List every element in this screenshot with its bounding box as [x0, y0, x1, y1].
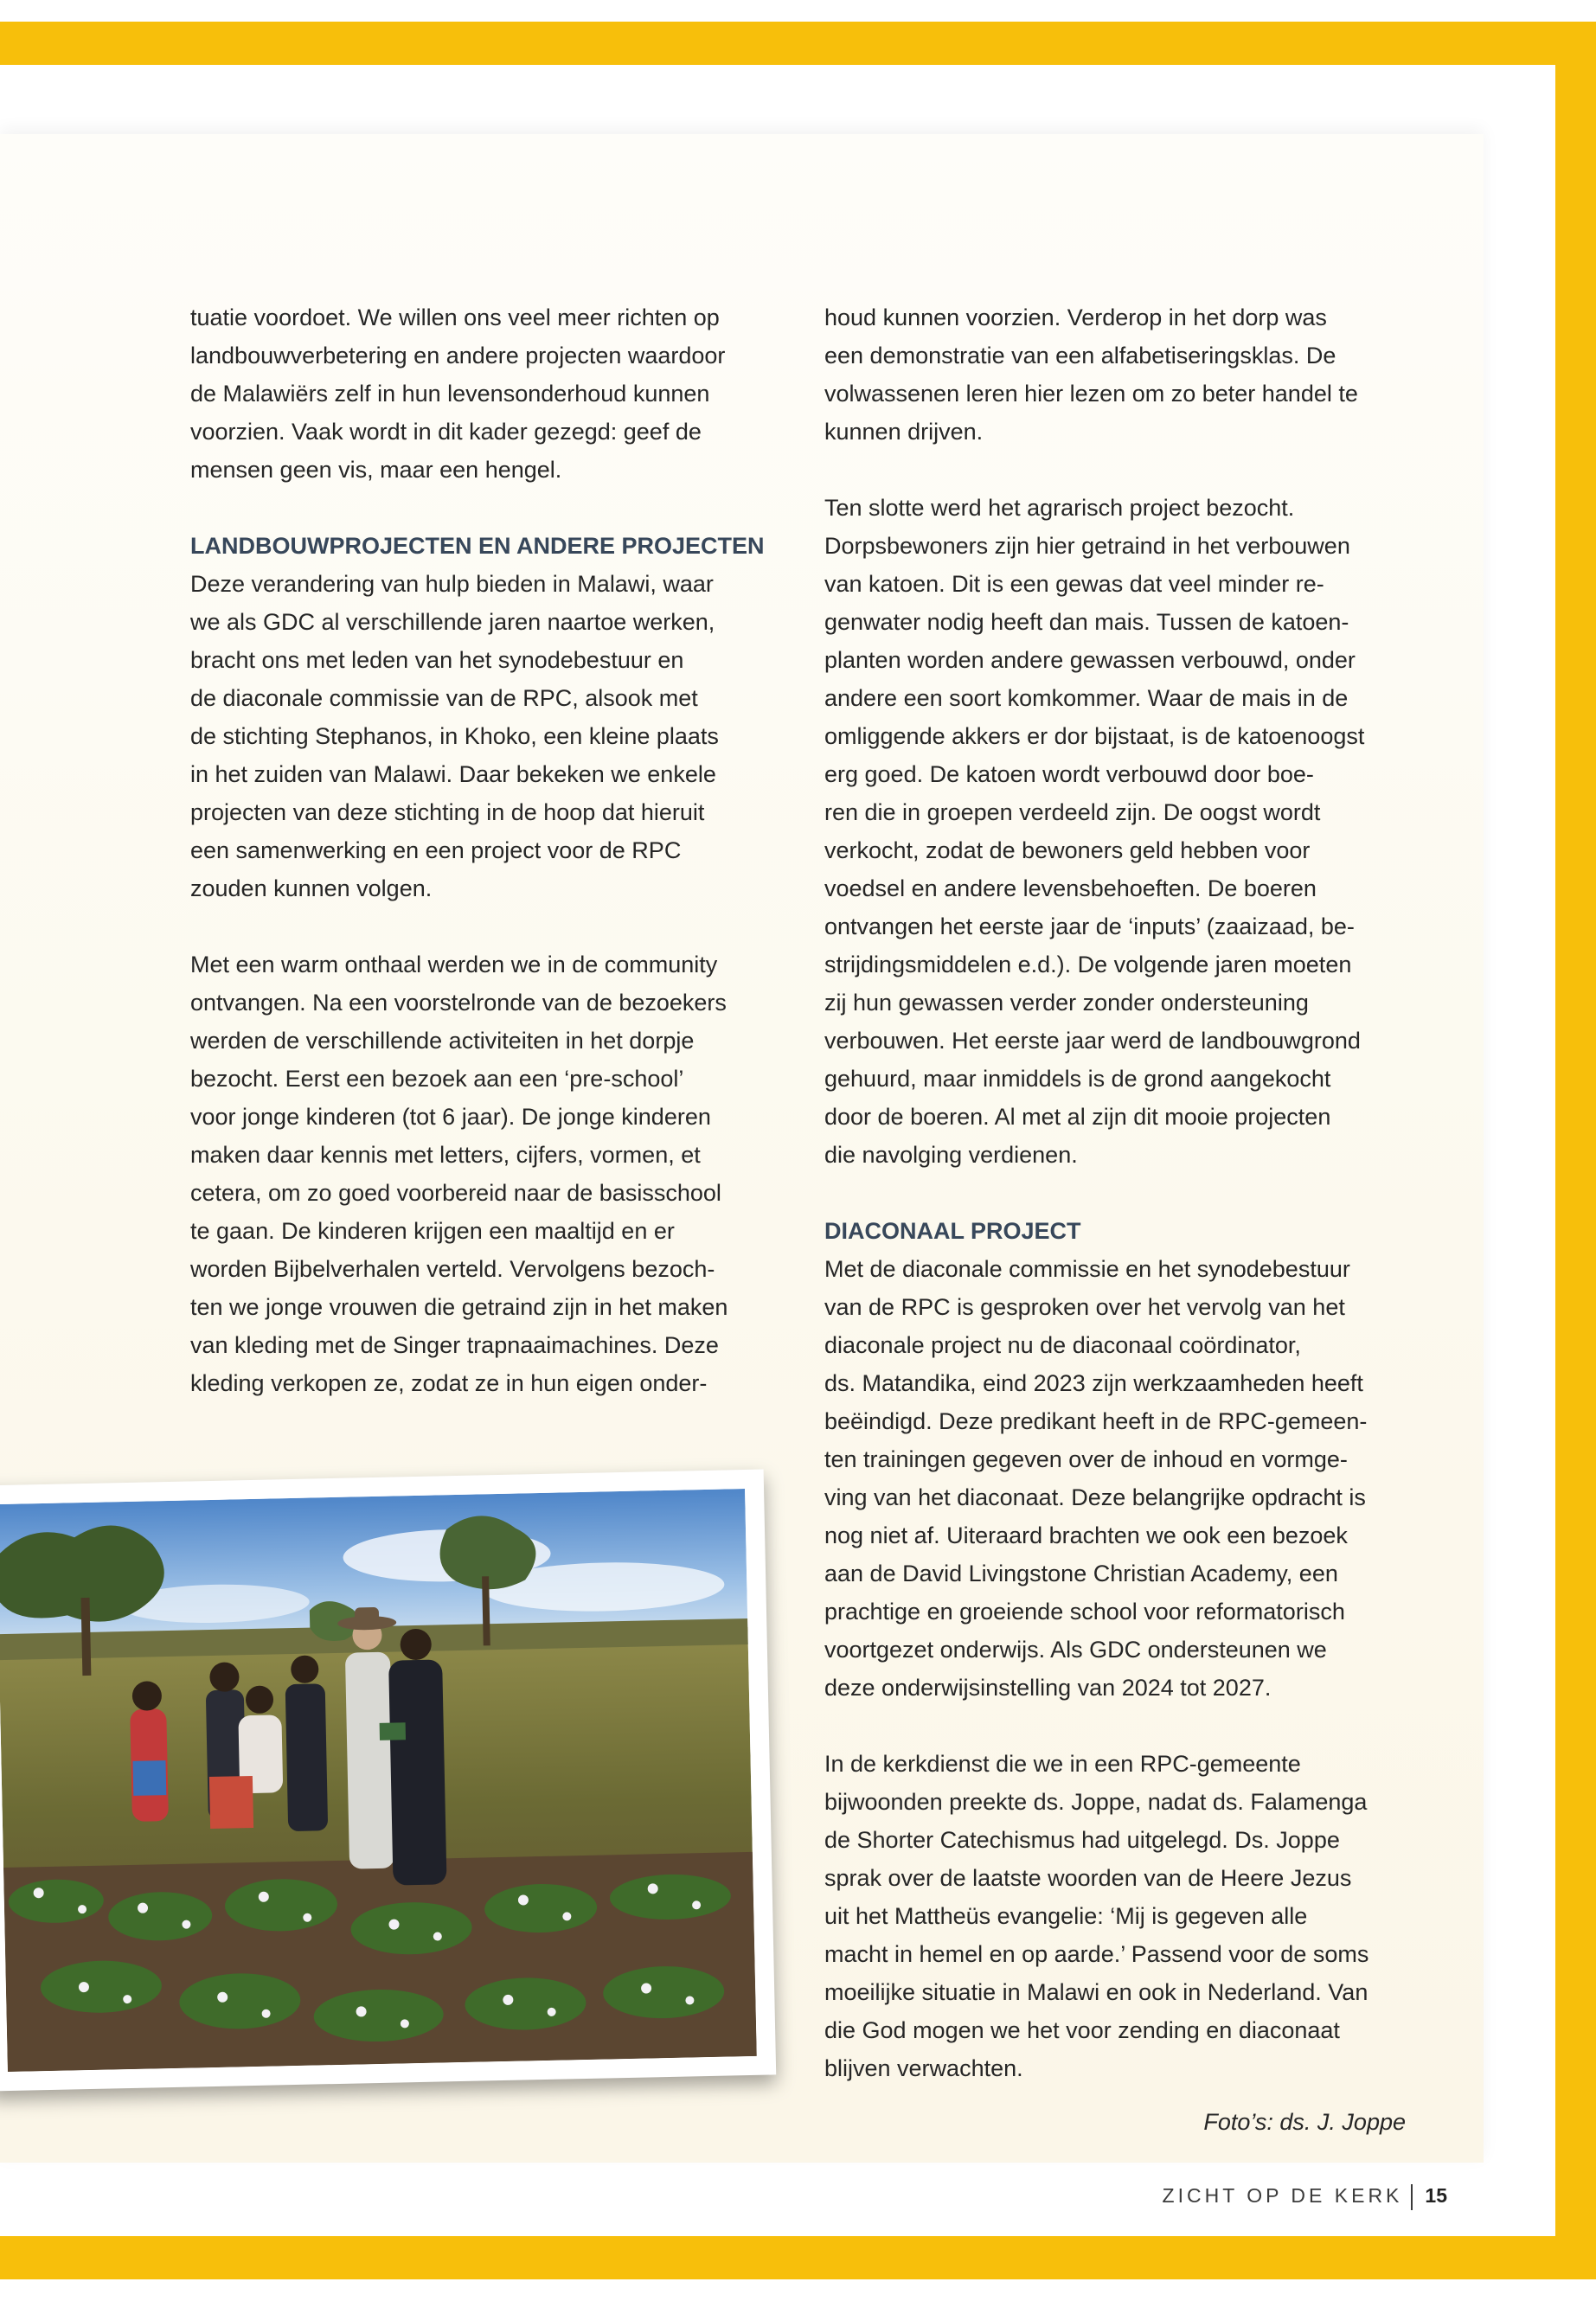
- text-line: ontvangen het eerste jaar de ‘inputs’ (zaaizaad, be-: [824, 913, 1355, 939]
- text-line: we als GDC al verschillende jaren naartoe werken,: [190, 609, 715, 635]
- text-line: diaconale project nu de diaconaal coördinator,: [824, 1332, 1301, 1358]
- text-line: ten trainingen gegeven over de inhoud en vormge-: [824, 1446, 1348, 1472]
- left-column: [190, 298, 796, 1440]
- page-number: 15: [1425, 2184, 1447, 2208]
- text-line: aan de David Livingstone Christian Academy, een: [824, 1561, 1338, 1586]
- text-line: verbouwen. Het eerste jaar werd de landbouwgrond: [824, 1028, 1361, 1054]
- text-line: ten we jonge vrouwen die getraind zijn in het maken: [190, 1294, 728, 1320]
- text-line: een samenwerking en een project voor de RPC: [190, 837, 682, 863]
- text-line: omliggende akkers er dor bijstaat, is de katoenoogst: [824, 723, 1365, 749]
- text-line: van kleding met de Singer trapnaaimachines. Deze: [190, 1332, 719, 1358]
- text-line: Ten slotte werd het agrarisch project bezocht.: [824, 495, 1295, 521]
- text-line: genwater nodig heeft dan mais. Tussen de katoen-: [824, 609, 1349, 635]
- text-line: in het zuiden van Malawi. Daar bekeken we enkele: [190, 761, 716, 787]
- right-paragraph-2: [824, 489, 1421, 1174]
- text-line: die God mogen we het voor zending en diaconaat: [824, 2017, 1340, 2043]
- text-line: moeilijke situatie in Malawi en ook in Nederland. Van: [824, 1979, 1368, 2005]
- yellow-frame-right: [1555, 22, 1596, 2279]
- text-line: voortgezet onderwijs. Als GDC ondersteunen we: [824, 1637, 1327, 1663]
- right-paragraph-3: [824, 1212, 1421, 1707]
- text-line: ving van het diaconaat. Deze belangrijke opdracht is: [824, 1484, 1366, 1510]
- right-column: [824, 298, 1421, 2125]
- section-heading-landbouwprojecten: LANDBOUWPROJECTEN EN ANDERE PROJECTEN: [190, 533, 765, 559]
- text-line: mensen geen vis, maar een hengel.: [190, 457, 562, 483]
- text-line: ren die in groepen verdeeld zijn. De oogst wordt: [824, 799, 1321, 825]
- text-line: Met de diaconale commissie en het synodebestuur: [824, 1256, 1350, 1282]
- text-line: voedsel en andere levensbehoeften. De boeren: [824, 875, 1317, 901]
- text-line: sprak over de laatste woorden van de Heere Jezus: [824, 1865, 1352, 1891]
- text-line: landbouwverbetering en andere projecten waardoor: [190, 343, 726, 369]
- text-line: de diaconale commissie van de RPC, alsook met: [190, 685, 698, 711]
- photo-credit: Foto’s: ds. J. Joppe: [1203, 2109, 1406, 2135]
- left-paragraph-2: [190, 527, 796, 907]
- left-paragraph-3: [190, 945, 796, 1402]
- text-line: andere een soort komkommer. Waar de mais in de: [824, 685, 1349, 711]
- text-line: erg goed. De katoen wordt verbouwd door boe-: [824, 761, 1314, 787]
- text-line: macht in hemel en op aarde.’ Passend voor de soms: [824, 1941, 1369, 1967]
- left-paragraph-2-body: [190, 565, 796, 907]
- text-line: zouden kunnen volgen.: [190, 875, 433, 901]
- text-line: die navolging verdienen.: [824, 1142, 1078, 1168]
- text-line: een demonstratie van een alfabetiseringsklas. De: [824, 343, 1336, 369]
- text-line: de Malawiërs zelf in hun levensonderhoud kunnen: [190, 381, 710, 407]
- text-line: voorzien. Vaak wordt in dit kader gezegd: geef de: [190, 419, 702, 445]
- text-line: bijwoonden preekte ds. Joppe, nadat ds. Falamenga: [824, 1789, 1368, 1815]
- left-paragraph-1: [190, 298, 796, 489]
- text-line: Dorpsbewoners zijn hier getraind in het verbouwen: [824, 533, 1350, 559]
- text-line: te gaan. De kinderen krijgen een maaltijd en er: [190, 1218, 675, 1244]
- text-line: worden Bijbelverhalen verteld. Vervolgens bezoch-: [190, 1256, 715, 1282]
- text-line: Met een warm onthaal werden we in de community: [190, 952, 718, 977]
- text-line: deze onderwijsinstelling van 2024 tot 2027.: [824, 1675, 1272, 1701]
- text-line: strijdingsmiddelen e.d.). De volgende jaren moeten: [824, 952, 1352, 977]
- text-line: prachtige en groeiende school voor reformatorisch: [824, 1599, 1345, 1625]
- text-line: uit het Mattheüs evangelie: ‘Mij is gegeven alle: [824, 1903, 1308, 1929]
- yellow-frame-top: [0, 22, 1557, 65]
- footer-separator: [1411, 2184, 1413, 2210]
- text-line: bezocht. Eerst een bezoek aan een ‘pre-school’: [190, 1066, 684, 1092]
- text-line: werden de verschillende activiteiten in het dorpje: [190, 1028, 695, 1054]
- text-line: projecten van deze stichting in de hoop dat hieruit: [190, 799, 705, 825]
- text-line: houd kunnen voorzien. Verderop in het dorp was: [824, 304, 1327, 330]
- section-heading-diaconaal-project: DIACONAAL PROJECT: [824, 1218, 1081, 1244]
- text-line: de stichting Stephanos, in Khoko, een kleine plaats: [190, 723, 719, 749]
- text-line: ontvangen. Na een voorstelronde van de bezoekers: [190, 990, 727, 1016]
- yellow-frame-bottom: [0, 2236, 1557, 2279]
- text-line: Deze verandering van hulp bieden in Malawi, waar: [190, 571, 714, 597]
- text-line: de Shorter Catechismus had uitgelegd. Ds. Joppe: [824, 1827, 1340, 1853]
- text-line: kleding verkopen ze, zodat ze in hun eigen onder-: [190, 1370, 708, 1396]
- text-line: cetera, om zo goed voorbereid naar de basisschool: [190, 1180, 721, 1206]
- text-line: bracht ons met leden van het synodebestuur en: [190, 647, 684, 673]
- text-line: volwassenen leren hier lezen om zo beter handel te: [824, 381, 1358, 407]
- text-line: verkocht, zodat de bewoners geld hebben voor: [824, 837, 1311, 863]
- cotton-field-illustration: [0, 1489, 757, 2072]
- text-line: voor jonge kinderen (tot 6 jaar). De jonge kinderen: [190, 1104, 711, 1130]
- text-line: In de kerkdienst die we in een RPC-gemeente: [824, 1751, 1301, 1777]
- right-paragraph-3-body: [824, 1250, 1421, 1707]
- text-line: nog niet af. Uiteraard brachten we ook een bezoek: [824, 1522, 1348, 1548]
- text-line: ds. Matandika, eind 2023 zijn werkzaamheden heeft: [824, 1370, 1363, 1396]
- text-line: door de boeren. Al met al zijn dit mooie projecten: [824, 1104, 1331, 1130]
- right-paragraph-1: [824, 298, 1421, 451]
- text-line: gehuurd, maar inmiddels is de grond aangekocht: [824, 1066, 1331, 1092]
- page-footer: [1163, 2184, 1447, 2210]
- text-line: planten worden andere gewassen verbouwd, onder: [824, 647, 1356, 673]
- right-paragraph-4: [824, 1745, 1421, 2087]
- text-line: van katoen. Dit is een gewas dat veel minder re-: [824, 571, 1324, 597]
- magazine-name: ZICHT OP DE KERK: [1162, 2184, 1403, 2208]
- cotton-field-photo: [0, 1470, 776, 2092]
- text-line: maken daar kennis met letters, cijfers, vormen, et: [190, 1142, 701, 1168]
- text-line: zij hun gewassen verder zonder ondersteuning: [824, 990, 1309, 1016]
- text-line: blijven verwachten.: [824, 2055, 1023, 2081]
- text-line: tuatie voordoet. We willen ons veel meer richten op: [190, 304, 720, 330]
- text-line: kunnen drijven.: [824, 419, 984, 445]
- text-line: beëindigd. Deze predikant heeft in de RPC-gemeen-: [824, 1408, 1368, 1434]
- text-line: van de RPC is gesproken over het vervolg van het: [824, 1294, 1345, 1320]
